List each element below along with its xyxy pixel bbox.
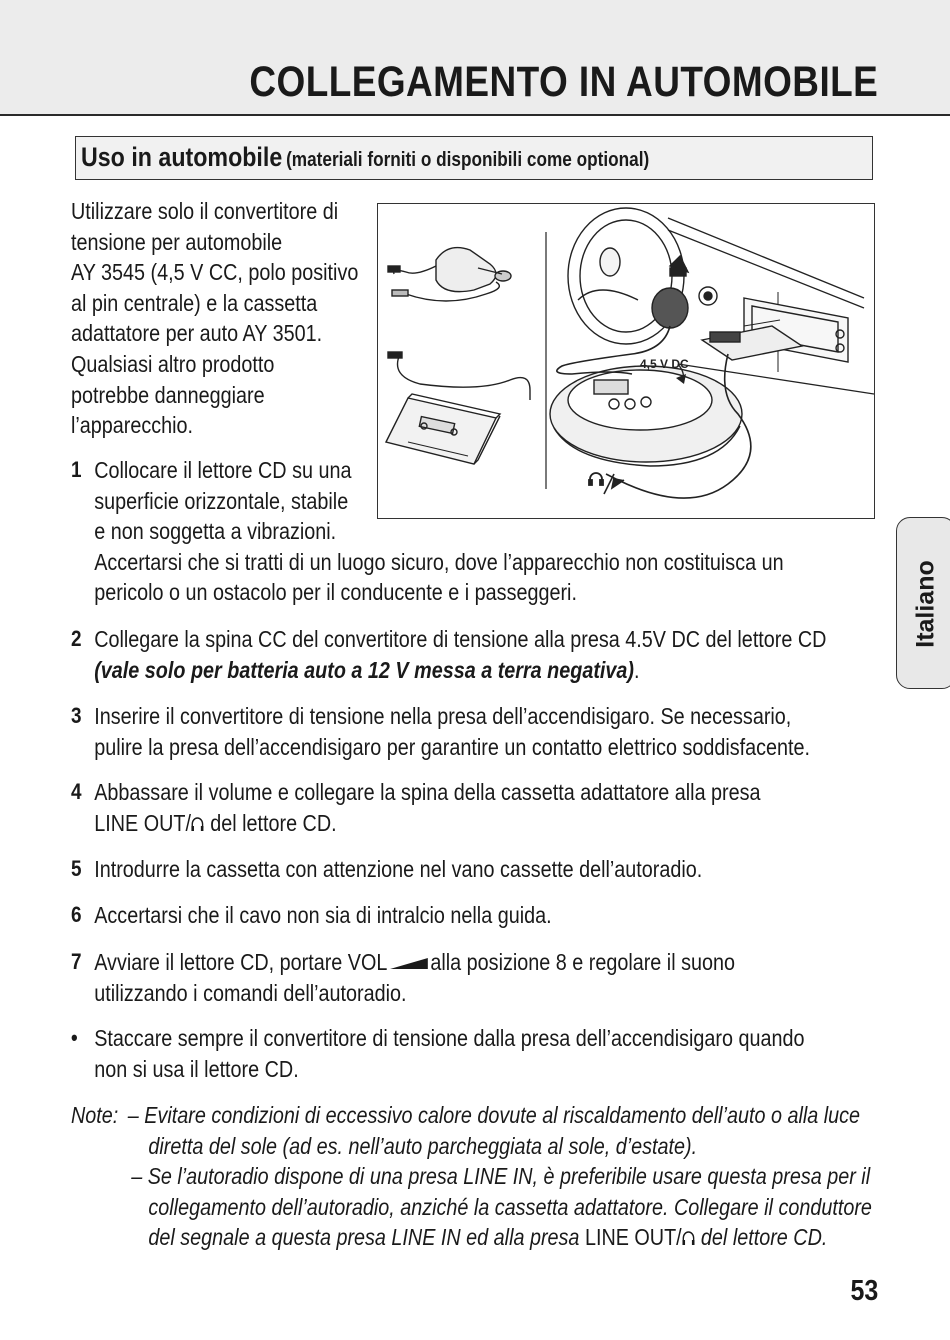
note-text: del lettore CD. (695, 1224, 828, 1251)
language-tab[interactable] (896, 517, 950, 689)
step-text: Collegare la spina CC del convertitore di tensione alla presa 4.5V DC del lettore CD (94, 626, 827, 652)
intro-line: potrebbe danneggiare (71, 381, 265, 408)
step-text: non si usa il lettore CD. (94, 1055, 299, 1082)
note-text: del segnale a questa presa LINE IN ed alla presa (148, 1224, 580, 1251)
step-number: 6 (71, 902, 82, 927)
step-text: e non soggetta a vibrazioni. (94, 518, 337, 545)
intro-line: tensione per automobile (71, 228, 283, 255)
step-number: 3 (71, 703, 82, 728)
lighter-socket-icon (652, 256, 717, 328)
car-radio-icon (702, 298, 848, 362)
headphone-icon (191, 816, 205, 832)
language-tab-label: Italiano (911, 560, 940, 648)
cd-player-icon (550, 366, 742, 466)
volume-ramp-icon (390, 956, 428, 970)
step-number: 1 (71, 457, 82, 482)
step-text: pericolo o un ostacolo per il conducente e i passeggeri. (94, 579, 577, 606)
step-text: alla posizione 8 e regolare il suono (430, 949, 735, 975)
step-text: Accertarsi che il cavo non sia di intralcio nella guida. (94, 902, 552, 928)
step-text: superficie orizzontale, stabile (94, 487, 349, 514)
dc-input-label: 4,5 V DC (640, 357, 689, 371)
intro-line: al pin centrale) e la cassetta (71, 289, 318, 316)
step-text: Inserire il convertitore di tensione nella presa dell’accendisigaro. Se necessario, (94, 703, 792, 729)
step-number: 2 (71, 626, 82, 651)
cassette-adapter-icon (386, 352, 530, 464)
step-emphasis: (vale solo per batteria auto a 12 V messa a terra negativa) (94, 656, 635, 683)
note-text: – Se l’autoradio dispone di una presa LINE IN, è preferibile usare questa presa per il (131, 1163, 871, 1190)
section-heading-box (75, 136, 873, 180)
intro-line: l’apparecchio. (71, 412, 194, 439)
step-number: 5 (71, 856, 82, 881)
step-text: Staccare sempre il convertitore di tensione dalla presa dell’accendisigaro quando (94, 1025, 805, 1051)
section-subtitle: (materiali forniti o disponibili come optional) (286, 149, 650, 171)
intro-line: Qualsiasi altro prodotto (71, 350, 275, 377)
step-text: Accertarsi che si tratti di un luogo sicuro, dove l’apparecchio non costituisca un (94, 548, 784, 575)
step-text: . (634, 656, 640, 683)
section-title: Uso in automobile (81, 142, 283, 172)
step-text: LINE OUT/ (94, 809, 191, 836)
bullet-marker: • (71, 1025, 78, 1050)
intro-paragraph (71, 196, 426, 441)
step-text: Avviare il lettore CD, portare VOL (94, 949, 388, 975)
step-text: Collocare il lettore CD su una (94, 457, 352, 483)
step-text: Introdurre la cassetta con attenzione nel vano cassette dell’autoradio. (94, 856, 703, 882)
notes (71, 1100, 950, 1253)
step-number: 7 (71, 949, 82, 974)
note-text: diretta del sole (ad es. nell’auto parcheggiata al sole, d’estate). (148, 1132, 698, 1159)
step-text: utilizzando i comandi dell’autoradio. (94, 979, 407, 1006)
headphone-icon (682, 1230, 696, 1246)
step-number: 4 (71, 779, 82, 804)
intro-line: AY 3545 (4,5 V CC, polo positivo (71, 259, 359, 286)
note-text: – Evitare condizioni di eccessivo calore dovute al riscaldamento dell’auto o alla luce (127, 1102, 861, 1128)
section-heading (81, 142, 649, 173)
note-text: LINE OUT/ (584, 1224, 682, 1251)
power-adapter-icon (388, 248, 511, 301)
step-text: del lettore CD. (204, 809, 337, 836)
notes-label: Note: (71, 1102, 119, 1128)
intro-line: adattatore per auto AY 3501. (71, 320, 323, 347)
note-text: collegamento dell’autoradio, anziché la cassetta adattatore. Collegare il conduttore (148, 1193, 872, 1220)
page-title: COLLEGAMENTO IN AUTOMOBILE (249, 58, 878, 106)
step-text: Abbassare il volume e collegare la spina della cassetta adattatore alla presa (94, 779, 761, 805)
intro-line: Utilizzare solo il convertitore di (71, 198, 339, 224)
step-text: pulire la presa dell’accendisigaro per garantire un contatto elettrico soddisfacente. (94, 733, 811, 760)
page-number: 53 (850, 1275, 878, 1307)
